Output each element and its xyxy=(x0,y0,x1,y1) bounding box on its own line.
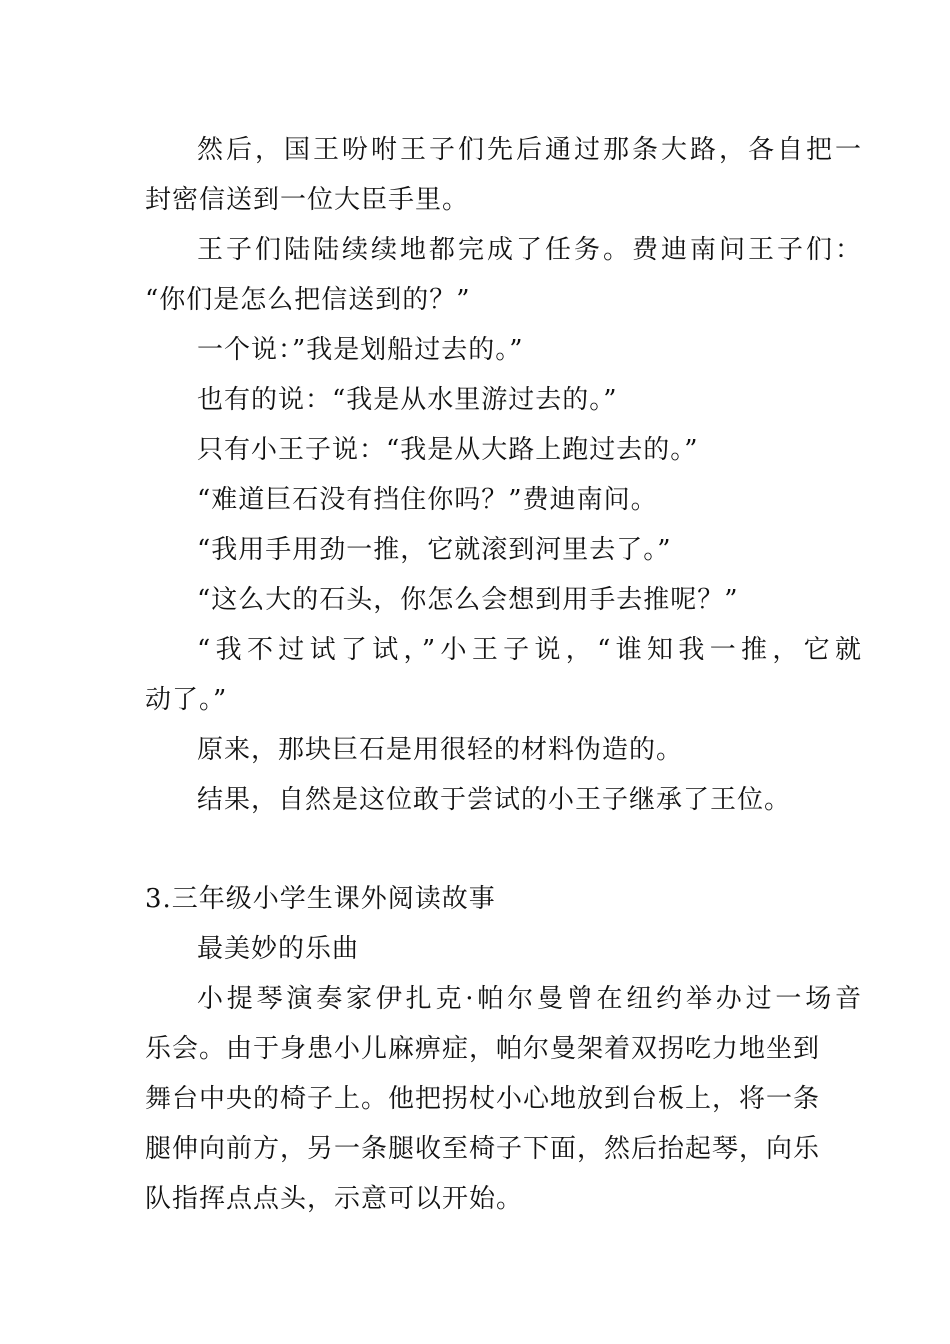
paragraph-line: 小提琴演奏家伊扎克·帕尔曼曾在纽约举办过一场音 xyxy=(197,984,862,1014)
paragraph-line: 封密信送到一位大臣手里。 xyxy=(145,185,470,215)
paragraph-line: 只有小王子说：“我是从大路上跑过去的。” xyxy=(197,435,699,465)
paragraph-line: 乐会。由于身患小儿麻痹症，帕尔曼架着双拐吃力地坐到 xyxy=(145,1034,821,1064)
paragraph-line: 然后，国王吩咐王子们先后通过那条大路，各自把一 xyxy=(197,135,862,165)
paragraph-line: 结果，自然是这位敢于尝试的小王子继承了王位。 xyxy=(197,785,792,815)
paragraph-line: 队指挥点点头，示意可以开始。 xyxy=(145,1184,524,1214)
story-title: 最美妙的乐曲 xyxy=(197,934,360,964)
paragraph-line: 王子们陆陆续续地都完成了任务。费迪南问王子们： xyxy=(197,235,862,265)
paragraph-line: “这么大的石头，你怎么会想到用手去推呢？” xyxy=(197,585,739,615)
paragraph-line: “我用手用劲一推，它就滚到河里去了。” xyxy=(197,535,672,565)
paragraph-line: “我不过试了试，”小王子说，“谁知我一推，它就 xyxy=(197,635,862,665)
paragraph-line: 舞台中央的椅子上。他把拐杖小心地放到台板上，将一条 xyxy=(145,1084,821,1114)
paragraph-line: 动了。” xyxy=(145,685,228,715)
paragraph-line: 也有的说：“我是从水里游过去的。” xyxy=(197,385,618,415)
paragraph-line: “你们是怎么把信送到的？” xyxy=(145,285,471,315)
paragraph-line: 一个说：”我是划船过去的。” xyxy=(197,335,524,365)
paragraph-line: 腿伸向前方，另一条腿收至椅子下面，然后抬起琴，向乐 xyxy=(145,1134,821,1164)
paragraph-line: 原来，那块巨石是用很轻的材料伪造的。 xyxy=(197,735,684,765)
section-heading: 3.三年级小学生课外阅读故事 xyxy=(145,884,496,914)
paragraph-line: “难道巨石没有挡住你吗？”费迪南问。 xyxy=(197,485,658,515)
